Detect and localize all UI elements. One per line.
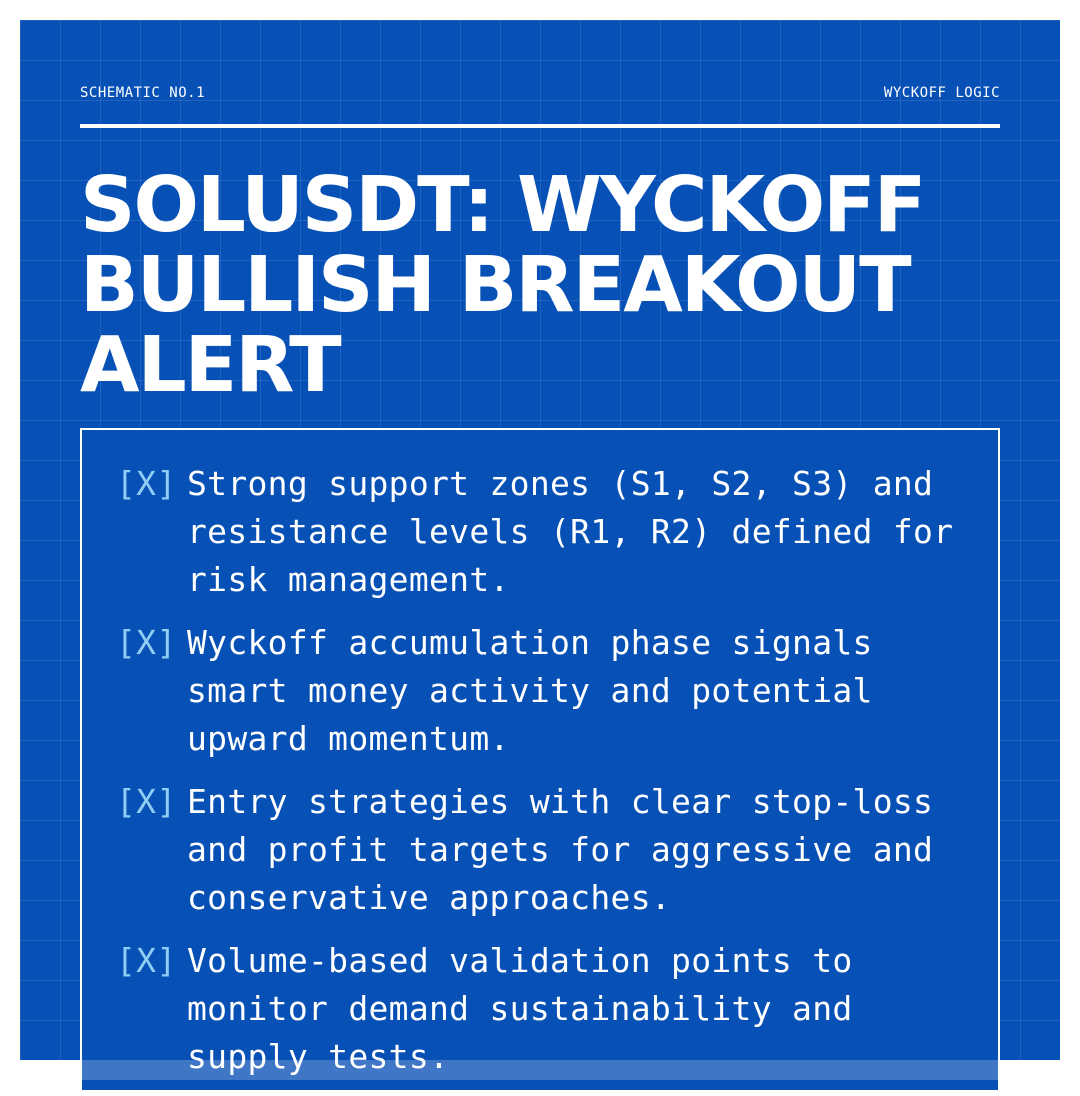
checklist [116, 460, 976, 1096]
checklist-item-text: Strong support zones (S1, S2, S3) and resistance levels (R1, R2) defined for risk management. [187, 464, 954, 599]
checklist-item [116, 460, 976, 604]
checkbox-marker: [X] [116, 782, 177, 821]
checklist-item [116, 937, 976, 1081]
checklist-item-text: Wyckoff accumulation phase signals smart money activity and potential upward momentum. [187, 623, 873, 758]
topic-label: WYCKOFF LOGIC [883, 85, 1000, 101]
checklist-item [116, 619, 976, 763]
checkbox-marker: [X] [116, 623, 177, 662]
checkbox-marker: [X] [116, 941, 177, 980]
header-divider [80, 124, 1000, 128]
checklist-item-text: Volume-based validation points to monitor demand sustainability and supply tests. [187, 941, 853, 1076]
checkbox-marker: [X] [116, 464, 177, 503]
schematic-label: SCHEMATIC NO.1 [80, 85, 206, 101]
checklist-item-text: Entry strategies with clear stop-loss and profit targets for aggressive and conservative approaches. [187, 782, 934, 917]
headline: SOLUSDT: WYCKOFF BULLISH BREAKOUT ALERT [80, 161, 925, 410]
checklist-item [116, 778, 976, 922]
